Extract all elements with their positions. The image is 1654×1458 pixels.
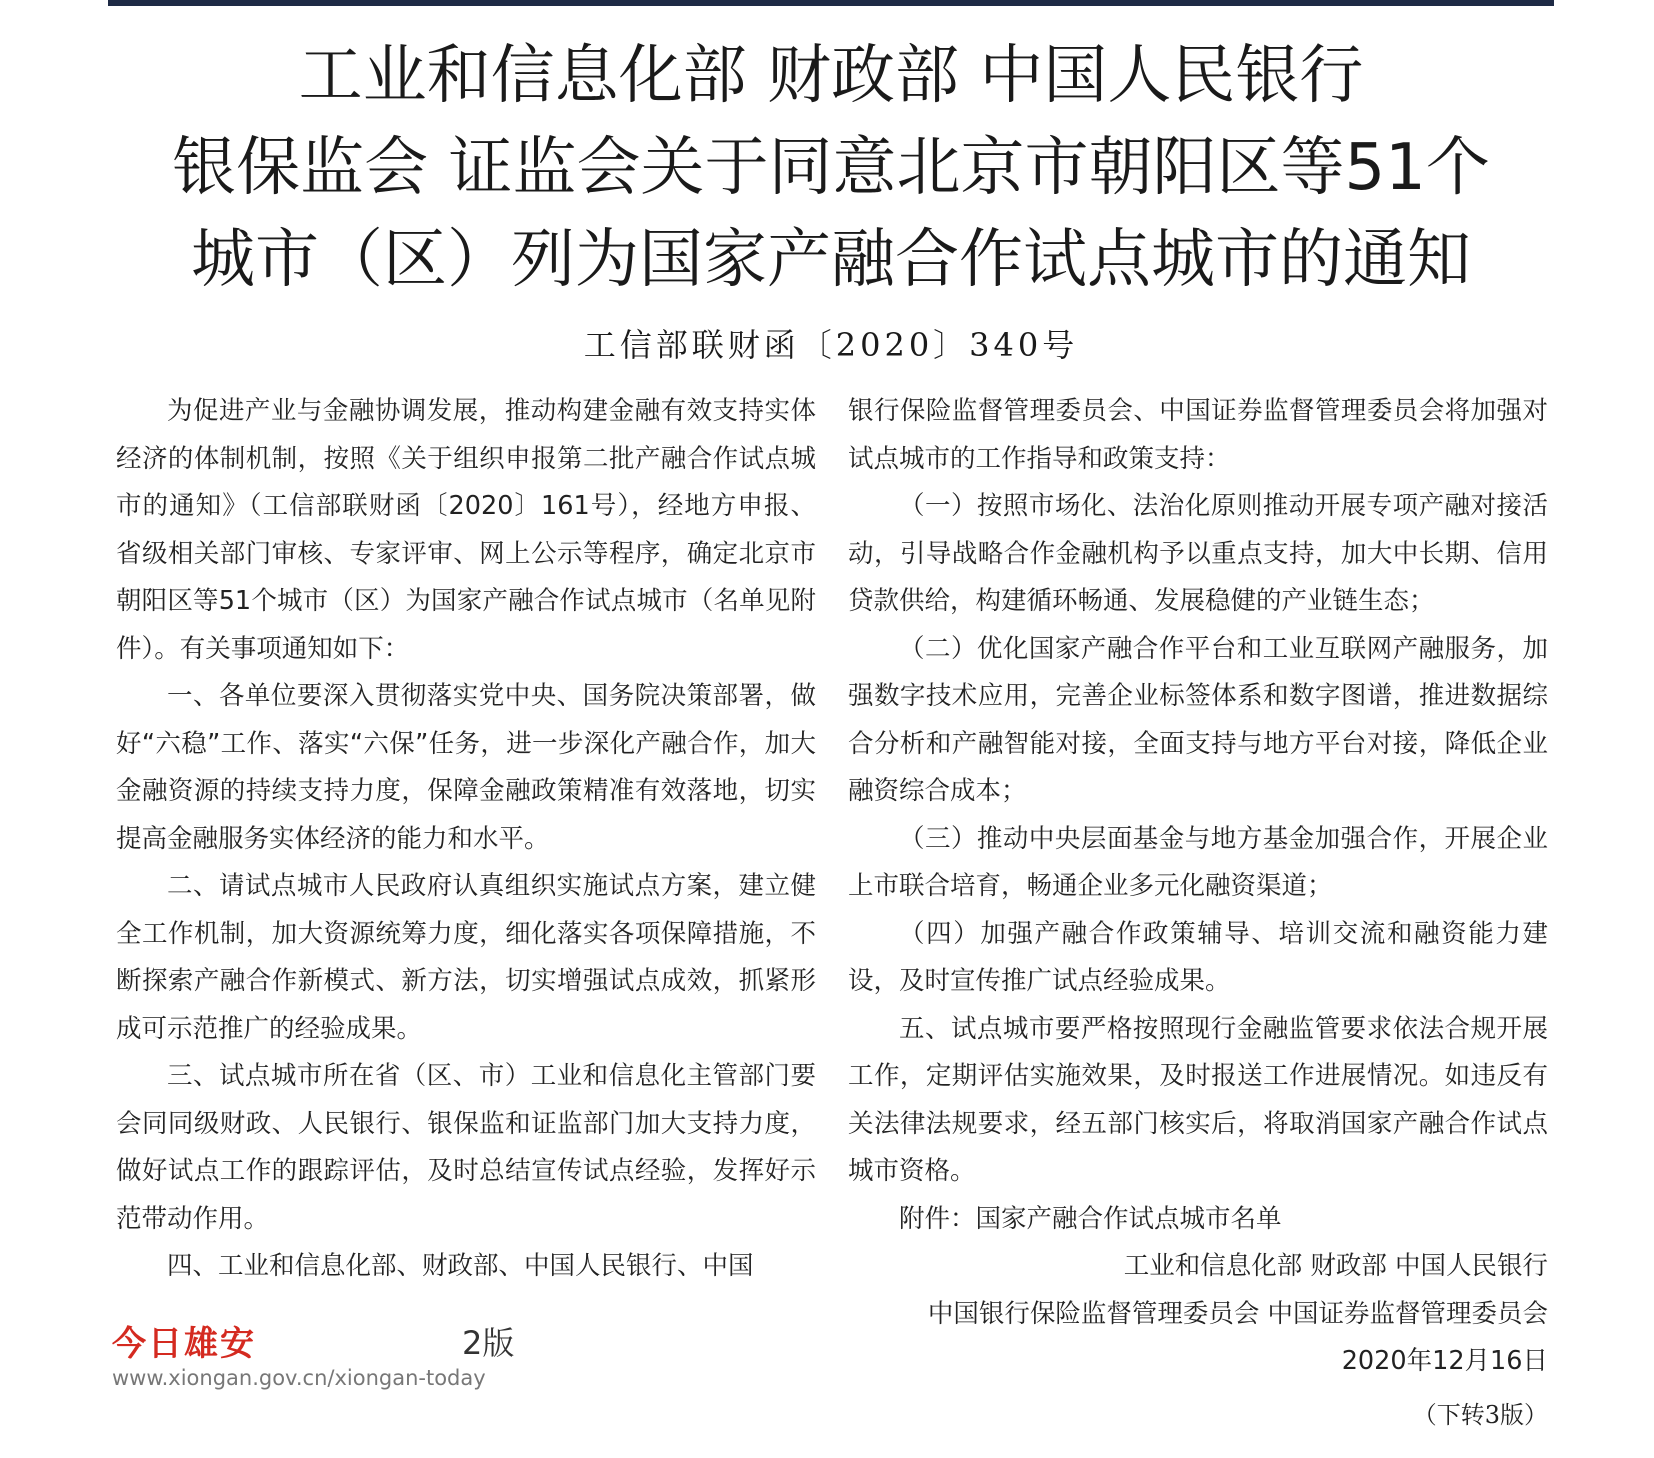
paragraph-item-4-start: 四、工业和信息化部、财政部、中国人民银行、中国 (167, 1251, 754, 1281)
paragraph-sub-1: （一）按照市场化、法治化原则推动开展专项产融对接活动，引导战略合作金融机构予以重点支持，加大中长期、信用贷款供给，构建循环畅通、发展稳健的产业链生态； (848, 491, 1548, 616)
website-url: www.xiongan.gov.cn/xiongan-today (112, 1366, 486, 1390)
signature-date: 2020年12月16日 (1341, 1346, 1548, 1376)
paragraph-sub-2: （二）优化国家产融合作平台和工业互联网产融服务，加强数字技术应用，完善企业标签体系和数字图谱，推进数据综合分析和产融智能对接，全面支持与地方平台对接，降低企业融资综合成本； (848, 633, 1548, 806)
right-column (848, 388, 1548, 1439)
paragraph-item-5: 五、试点城市要严格按照现行金融监管要求依法合规开展工作，定期评估实施效果，及时报送工作进展情况。如违反有关法律法规要求，经五部门核实后，将取消国家产融合作试点城市资格。 (848, 1013, 1548, 1186)
paragraph-sub-4: （四）加强产融合作政策辅导、培训交流和融资能力建设，及时宣传推广试点经验成果。 (848, 918, 1548, 996)
title-line-3: 城市（区）列为国家产融合作试点城市的通知 (191, 223, 1471, 297)
paragraph-item-2: 二、请试点城市人民政府认真组织实施试点方案，建立健全工作机制，加大资源统筹力度，细化落实各项保障措施，不断探索产融合作新模式、新方法，切实增强试点成效，抓紧形成可示范推广的经验成果。 (116, 871, 816, 1044)
signature-line-1: 工业和信息化部 财政部 中国人民银行 (1123, 1251, 1548, 1281)
paragraph-intro: 为促进产业与金融协调发展，推动构建金融有效支持实体经济的体制机制，按照《关于组织申报第二批产融合作试点城市的通知》（工信部联财函〔2020〕161号），经地方申报、省级相关部门审核、专家评审、网上公示等程序，确定北京市朝阳区等51个城市（区）为国家产融合作试点城市（名单见附件）。有关事项通知如下： (116, 396, 816, 664)
paragraph-item-4-continuation: 银行保险监督管理委员会、中国证券监督管理委员会将加强对试点城市的工作指导和政策支持： (848, 396, 1548, 474)
paragraph-sub-3: （三）推动中央层面基金与地方基金加强合作，开展企业上市联合培育，畅通企业多元化融资渠道； (848, 823, 1548, 901)
document-title (108, 30, 1554, 306)
paragraph-item-3: 三、试点城市所在省（区、市）工业和信息化主管部门要会同同级财政、人民银行、银保监和证监部门加大支持力度，做好试点工作的跟踪评估，及时总结宣传试点经验，发挥好示范带动作用。 (116, 1061, 816, 1234)
continued-note: （下转3版） (1412, 1400, 1548, 1429)
document-number: 工信部联财函〔2020〕340号 (583, 326, 1079, 364)
signature-line-2: 中国银行保险监督管理委员会 中国证券监督管理委员会 (927, 1298, 1548, 1329)
title-line-2: 银保监会 证监会关于同意北京市朝阳区等51个 (172, 131, 1490, 205)
newspaper-logo: 今日雄安 (112, 1324, 256, 1364)
title-line-1: 工业和信息化部 财政部 中国人民银行 (298, 39, 1364, 113)
paragraph-item-1: 一、各单位要深入贯彻落实党中央、国务院决策部署，做好“六稳”工作、落实“六保”任务，进一步深化产融合作，加大金融资源的持续支持力度，保障金融政策精准有效落地，切实提高金融服务实体经济的能力和水平。 (116, 681, 816, 854)
page-label: 2版 (462, 1324, 515, 1362)
top-rule (108, 0, 1554, 6)
attachment-note: 附件：国家产融合作试点城市名单 (899, 1203, 1282, 1234)
left-column (116, 388, 816, 1291)
